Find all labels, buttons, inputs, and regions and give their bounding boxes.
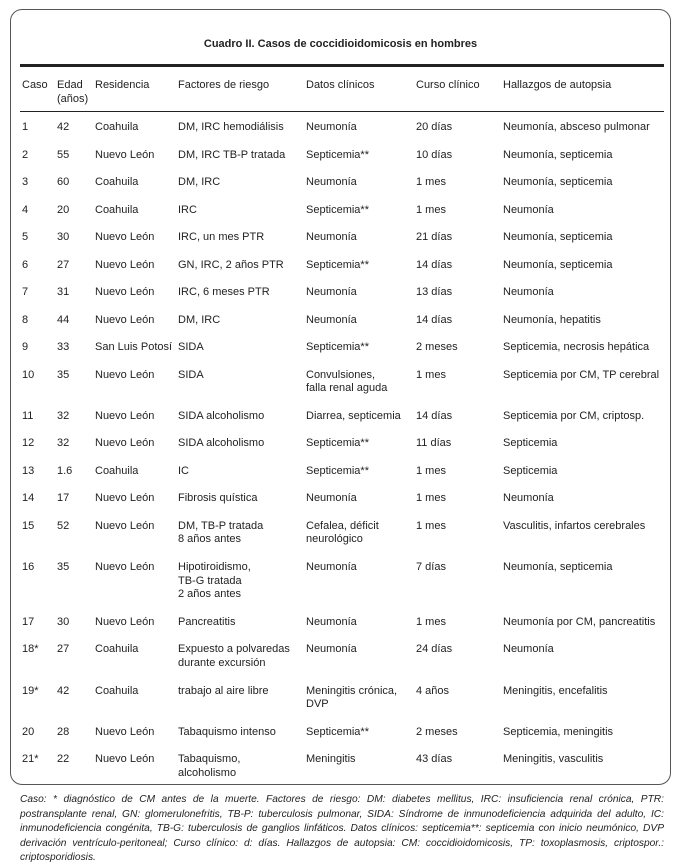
cell-edad: 35 [57,368,70,381]
cell-curso: 1 mes [416,368,446,381]
cell-hallazgos: Neumonía, hepatitis [503,313,601,326]
cell-curso: 10 días [416,148,453,161]
cell-datos: Septicemia** [306,341,369,353]
cell-residencia: Nuevo León [95,725,155,738]
cell-edad: 31 [57,286,70,298]
cell-caso: 1 [22,121,29,133]
cell-residencia: Nuevo León [95,368,155,381]
cell-hallazgos: Neumonía [503,286,554,298]
cell-caso: 8 [22,313,29,326]
cell-factores: trabajo al aire libre [178,684,269,697]
cell-edad: 20 [57,203,70,216]
cell-edad: 33 [57,341,70,353]
cell-hallazgos: Neumonía, septicemia [503,231,613,243]
cell-residencia: Nuevo León [95,313,155,326]
cell-residencia: Nuevo León [95,492,155,505]
cell-residencia: Nuevo León [95,519,155,532]
cell-curso: 1 mes [416,176,446,188]
cell-caso: 3 [22,176,29,188]
cell-residencia: Nuevo León [95,615,155,628]
cell-datos: Neumonía [306,560,357,573]
cell-curso: 2 meses [416,341,458,353]
header-residencia: Residencia [95,79,150,91]
cell-residencia: Coahuila [95,464,139,477]
cell-hallazgos: Neumonía, septicemia [503,258,613,271]
cell-edad: 42 [57,121,70,133]
table-title: Cuadro II. Casos de coccidioidomicosis en hombres [203,38,478,50]
cell-curso: 24 días [416,643,453,656]
cell-edad: 30 [57,615,70,628]
cell-factores: SIDA alcoholismo [178,409,265,422]
cell-edad: 44 [57,313,70,326]
cell-factores: DM, TB-P tratada 8 años antes [178,519,264,546]
cell-residencia: Coahuila [95,121,139,133]
cell-edad: 60 [57,176,70,188]
cell-datos: Septicemia** [306,203,369,216]
header-curso: Curso clínico [416,79,480,91]
header-datos: Datos clínicos [306,79,375,91]
header-top-rule [20,64,664,67]
cell-datos: Neumonía [306,313,357,326]
header-caso: Caso [22,79,48,91]
cell-caso: 18* [22,643,39,656]
cell-factores: DM, IRC [178,176,221,188]
cell-factores: Pancreatitis [178,615,236,628]
cell-curso: 1 mes [416,492,446,505]
cell-caso: 12 [22,437,35,450]
cell-hallazgos: Septicemia, meningitis [503,725,614,738]
cell-factores: SIDA alcoholismo [178,437,265,450]
cell-caso: 10 [22,368,35,381]
cell-residencia: Nuevo León [95,409,155,422]
footnote: Caso: * diagnóstico de CM antes de la muerte. Factores de riesgo: DM: diabetes mellitus, IRC: insuficiencia renal crónica, PTR: postransplante renal, GN: glomerulonefritis, TB-P: tuberculosis pulmonar, SIDA: Síndrome de inmunodeficiencia adquirida del adulto, IC: inmunodeficiencia congénita, TB-G: tuberculosis de ganglios linfáticos. Datos clínicos: septicemia**: septicemia con inicio neumónico, DVP derivación ventrículo-peritoneal; Curso clínico: d: días. Hallazgos de autopsia: CM: coccidioidomicosis, TP: toxoplasmosis, criptospor.: criptosporidiosis. [20,794,664,864]
cell-edad: 27 [57,258,70,271]
cell-hallazgos: Neumonía, septicemia [503,560,613,573]
cell-factores: IRC, un mes PTR [178,231,265,243]
cell-caso: 14 [22,492,35,505]
cell-residencia: Nuevo León [95,437,155,450]
cell-curso: 14 días [416,258,453,271]
cell-datos: Neumonía [306,121,357,133]
cell-edad: 42 [57,684,70,697]
cell-factores: IRC [178,203,197,216]
cell-datos: Septicemia** [306,258,369,271]
cell-edad: 30 [57,231,70,243]
cell-caso: 13 [22,464,35,477]
cell-hallazgos: Meningitis, vasculitis [503,753,604,766]
cell-datos: Diarrea, septicemia [306,409,401,422]
cell-hallazgos: Neumonía, absceso pulmonar [503,121,650,133]
cell-curso: 1 mes [416,203,446,216]
cell-caso: 20 [22,725,35,738]
cell-factores: GN, IRC, 2 años PTR [178,258,284,271]
cell-hallazgos: Neumonía, septicemia [503,148,613,161]
cell-datos: Cefalea, déficit neurológico [306,519,379,546]
cell-caso: 6 [22,258,29,271]
cell-hallazgos: Vasculitis, infartos cerebrales [503,519,646,532]
cell-factores: Hipotiroidismo, TB-G tratada 2 años antes [178,560,251,601]
cell-factores: Tabaquismo, alcoholismo [178,753,241,779]
cell-curso: 2 meses [416,725,458,738]
cell-datos: Neumonía [306,286,357,298]
cell-edad: 1.6 [57,464,73,477]
cell-residencia: Nuevo León [95,286,155,298]
cell-hallazgos: Septicemia, necrosis hepática [503,341,650,353]
cell-edad: 27 [57,643,70,656]
cell-curso: 4 años [416,684,450,697]
header-bottom-rule [20,111,664,112]
cell-residencia: Coahuila [95,643,139,656]
cell-curso: 14 días [416,409,453,422]
cell-factores: SIDA [178,368,204,381]
cell-caso: 21* [22,753,39,766]
cell-datos: Septicemia** [306,148,369,161]
cell-caso: 7 [22,286,29,298]
cell-curso: 11 días [416,437,452,450]
cell-caso: 4 [22,203,29,216]
cell-residencia: Nuevo León [95,560,155,573]
cell-curso: 1 mes [416,519,446,532]
header-hallazgos: Hallazgos de autopsia [503,79,612,91]
cell-factores: DM, IRC TB-P tratada [178,148,286,161]
cell-edad: 55 [57,148,70,161]
cell-factores: Tabaquismo intenso [178,725,276,738]
cell-factores: Fibrosis quística [178,492,258,505]
cell-caso: 11 [22,409,34,422]
header-edad: Edad (años) [57,79,89,105]
cell-datos: Neumonía [306,176,357,188]
cell-curso: 7 días [416,560,446,573]
cell-residencia: Nuevo León [95,231,155,243]
cell-curso: 20 días [416,121,453,133]
cell-factores: DM, IRC [178,313,221,326]
cell-factores: IRC, 6 meses PTR [178,286,270,298]
cell-residencia: Coahuila [95,203,139,216]
cell-caso: 15 [22,519,35,532]
cell-datos: Meningitis crónica, DVP [306,684,398,711]
cell-hallazgos: Meningitis, encefalitis [503,684,608,697]
cell-datos: Convulsiones, falla renal aguda [306,368,388,395]
cell-factores: DM, IRC hemodiálisis [178,121,284,133]
cell-hallazgos: Septicemia por CM, criptosp. [503,409,645,422]
cell-datos: Septicemia** [306,437,369,450]
cell-caso: 19* [22,684,39,697]
cell-edad: 52 [57,519,70,532]
cell-curso: 21 días [416,231,453,243]
cell-hallazgos: Septicemia por CM, TP cerebral [503,368,660,381]
cell-caso: 16 [22,560,35,573]
cell-hallazgos: Neumonía por CM, pancreatitis [503,615,656,628]
cell-hallazgos: Neumonía [503,643,554,656]
cell-residencia: Nuevo León [95,258,155,271]
cell-edad: 32 [57,437,70,450]
cell-factores: SIDA [178,341,204,353]
cell-caso: 2 [22,148,29,161]
cell-residencia: Nuevo León [95,148,155,161]
cell-curso: 43 días [416,753,453,766]
cell-curso: 1 mes [416,464,446,477]
cell-factores: IC [178,464,189,477]
cell-residencia: San Luis Potosí [95,341,173,353]
cell-curso: 14 días [416,313,453,326]
cell-datos: Neumonía [306,615,357,628]
cell-datos: Neumonía [306,492,357,505]
cell-edad: 17 [57,492,70,505]
cell-hallazgos: Septicemia [503,464,558,477]
cell-factores: Expuesto a polvaredas durante excursión [178,643,290,669]
cell-hallazgos: Neumonía [503,203,554,216]
cell-edad: 28 [57,725,70,738]
cell-curso: 1 mes [416,615,446,628]
cell-hallazgos: Septicemia [503,437,558,450]
cell-residencia: Coahuila [95,176,139,188]
cell-edad: 32 [57,409,70,422]
cell-curso: 13 días [416,286,453,298]
cell-datos: Meningitis [306,753,356,766]
cell-hallazgos: Neumonía, septicemia [503,176,613,188]
cell-caso: 9 [22,341,29,353]
cell-caso: 5 [22,231,29,243]
cell-residencia: Nuevo León [95,753,155,766]
cell-edad: 22 [57,753,70,766]
cell-hallazgos: Neumonía [503,492,554,505]
cell-datos: Septicemia** [306,464,369,477]
cell-datos: Neumonía [306,231,357,243]
cell-edad: 35 [57,560,70,573]
header-factores: Factores de riesgo [178,79,270,91]
cell-datos: Septicemia** [306,725,369,738]
cell-caso: 17 [22,615,35,628]
cell-residencia: Coahuila [95,684,139,697]
cell-datos: Neumonía [306,643,357,656]
